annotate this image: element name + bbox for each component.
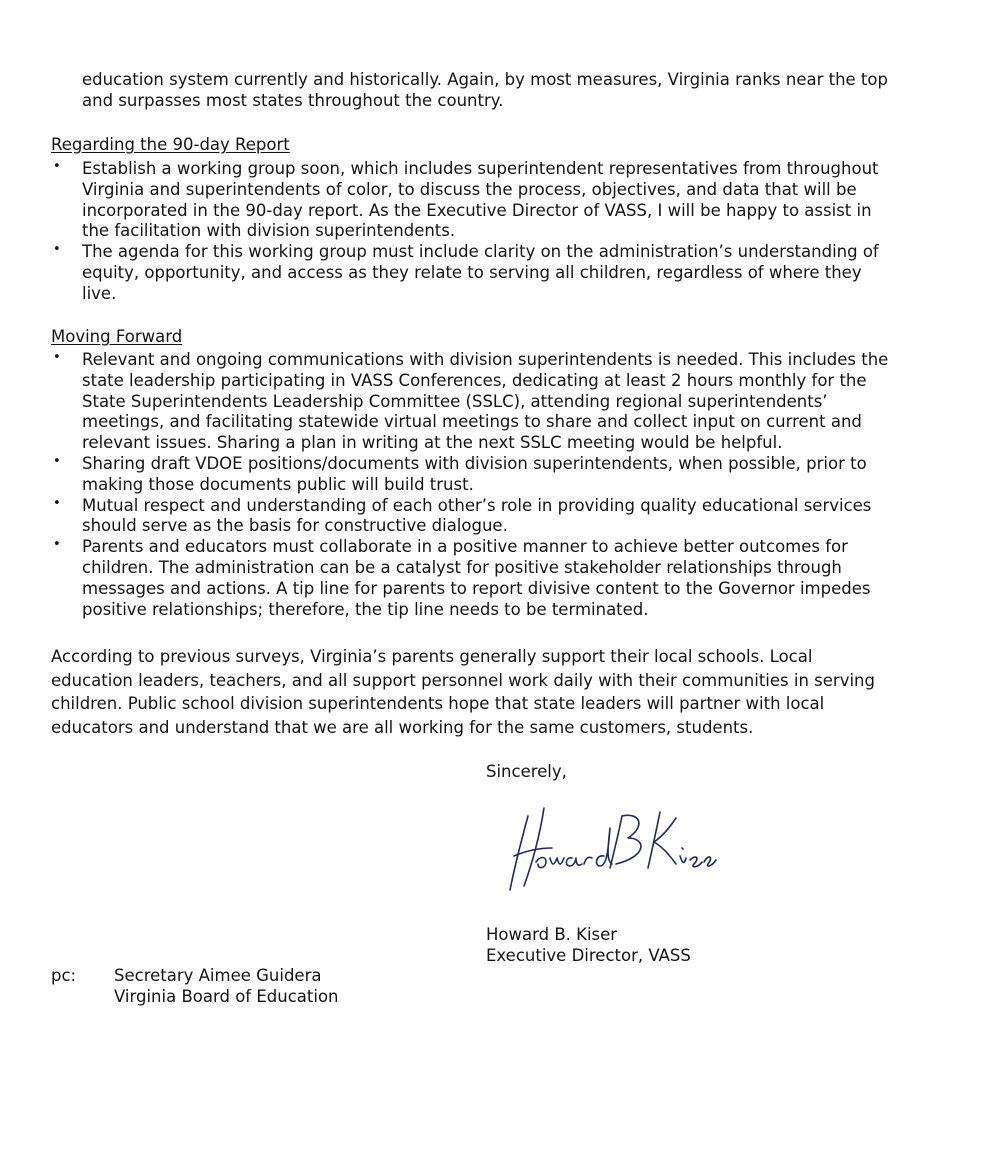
signer-block <box>486 925 691 967</box>
signer-title: Executive Director, VASS <box>486 945 691 965</box>
list-item <box>51 242 931 304</box>
closing-paragraph <box>51 645 921 739</box>
bullet-list-moving-forward <box>51 350 931 620</box>
closing-line: educators and understand that we are all working for the same customers, students. <box>51 717 754 737</box>
bullet-line: relevant issues. Sharing a plan in writing at the next SSLC meeting would be helpful. <box>82 433 783 453</box>
bullet-line: incorporated in the 90-day report. As the Executive Director of VASS, I will be happy to assist in <box>82 200 872 220</box>
closing-line: According to previous surveys, Virginia’s parents generally support their local schools. Local <box>51 647 813 666</box>
bullet-line: state leadership participating in VASS Conferences, dedicating at least 2 hours monthly for the <box>82 370 867 390</box>
bullet-line: Relevant and ongoing communications with division superintendents is needed. This includes the <box>82 350 889 369</box>
bullet-line: Sharing draft VDOE positions/documents with division superintendents, when possible, prior to <box>82 453 867 473</box>
pc-recipient-line: Secretary Aimee Guidera <box>114 966 322 985</box>
bullet-marker: • <box>53 453 61 469</box>
intro-line: and surpasses most states throughout the country. <box>82 90 504 110</box>
section-heading-moving-forward: Moving Forward <box>51 327 183 346</box>
bullet-marker: • <box>53 159 61 174</box>
intro-line: education system currently and historically. Again, by most measures, Virginia ranks near the top <box>82 70 888 89</box>
signer-name: Howard B. Kiser <box>486 925 618 944</box>
bullet-line: messages and actions. A tip line for parents to report divisive content to the Governor impedes <box>82 578 871 598</box>
bullet-line: children. The administration can be a catalyst for positive stakeholder relationships through <box>82 557 842 577</box>
list-item <box>51 454 931 496</box>
bullet-marker: • <box>53 537 61 553</box>
signoff: Sincerely, <box>486 762 567 781</box>
pc-recipient-line: Virginia Board of Education <box>114 986 339 1006</box>
pc-label: pc: <box>51 966 77 985</box>
bullet-line: equity, opportunity, and access as they relate to serving all children, regardless of where they <box>82 262 862 282</box>
list-item <box>51 496 931 538</box>
bullet-line: live. <box>82 283 117 303</box>
intro-continuation <box>82 70 942 112</box>
closing-line: children. Public school division superintendents hope that state leaders will partner with local <box>51 694 825 713</box>
bullet-line: Mutual respect and understanding of each other’s role in providing quality educational services <box>82 495 872 515</box>
bullet-line: the facilitation with division superintendents. <box>82 221 456 241</box>
section-heading-90-day-report: Regarding the 90-day Report <box>51 135 290 154</box>
handwritten-signature <box>500 798 720 898</box>
bullet-line: making those documents public will build trust. <box>82 474 474 494</box>
bullet-line: positive relationships; therefore, the tip line needs to be terminated. <box>82 599 649 619</box>
bullet-line: meetings, and facilitating statewide virtual meetings to share and collect input on current and <box>82 412 862 432</box>
bullet-marker: • <box>53 242 61 258</box>
bullet-line: The agenda for this working group must include clarity on the administration’s understanding of <box>82 242 879 262</box>
bullet-line: State Superintendents Leadership Committee (SSLC), attending regional superintendents’ <box>82 391 828 411</box>
bullet-line: should serve as the basis for constructive dialogue. <box>82 516 508 536</box>
bullet-marker: • <box>53 495 61 511</box>
bullet-line: Parents and educators must collaborate in a positive manner to achieve better outcomes for <box>82 537 848 557</box>
list-item <box>51 537 931 620</box>
bullet-list-90-day <box>51 159 931 305</box>
list-item <box>51 159 931 242</box>
bullet-line: Establish a working group soon, which includes superintendent representatives from throughout <box>82 159 879 178</box>
closing-line: education leaders, teachers, and all support personnel work daily with their communities in serving <box>51 670 875 690</box>
list-item <box>51 350 931 454</box>
bullet-marker: • <box>53 350 61 365</box>
bullet-line: Virginia and superintendents of color, to discuss the process, objectives, and data that will be <box>82 179 857 199</box>
pc-recipients <box>114 966 339 1008</box>
